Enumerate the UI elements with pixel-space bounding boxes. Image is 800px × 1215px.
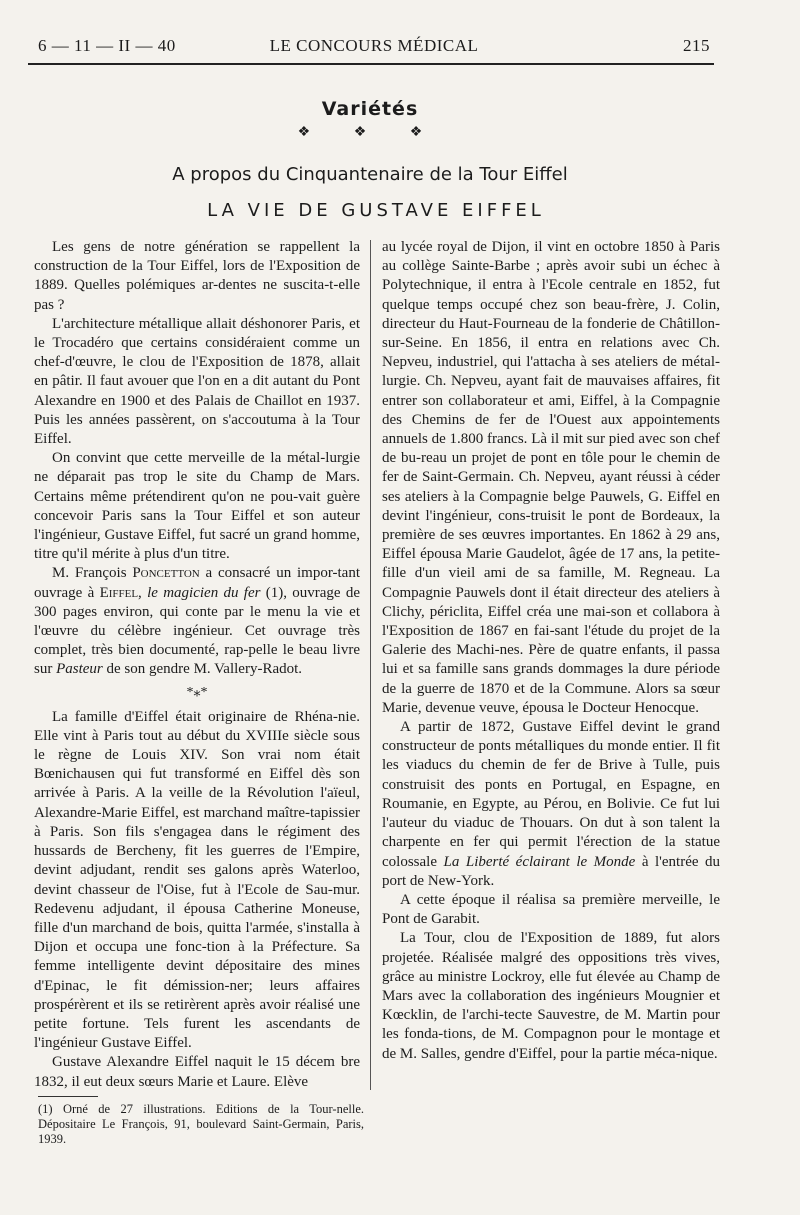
paragraph: La Tour, clou de l'Exposition de 1889, fut alors projetée. Réalisée malgré des oppositions très vives, grâce au ministre Lockroy, elle fut élevée au Champ de Mars avec la collaboration des ingénieurs Mougnier et Kœcklin, de l'archi-tecte Sauvestre, de M. Martin pour les fonda-tions, de M. Compagnon pour le montage et de M. Salles, gendre d'Eiffel, pour la partie méca-nique. [382, 930, 720, 1062]
subject-name: Eiffel, [99, 584, 142, 601]
article-title: A propos du Cinquantenaire de la Tour Eiffel [172, 164, 568, 185]
footnote-text: (1) Orné de 27 illustrations. Editions de la Tour-nelle. Dépositaire Le François, 91, boulevard Saint-Germain, Paris, 1939. [38, 1102, 364, 1146]
header-rule [28, 63, 714, 65]
asterism: *⁎* [186, 684, 208, 700]
issue-date: 6 — 11 — II — 40 [38, 36, 176, 55]
right-column [382, 238, 720, 1064]
text-run: a consacré un impor-tant ouvrage à [34, 565, 360, 601]
left-column [34, 238, 360, 1092]
paragraph: Les gens de notre génération se rappellent la construction de la Tour Eiffel, lors de l'Exposition de 1889. Quelles polémiques ar-dentes ne suscita-t-elle pas ? [34, 239, 360, 313]
paragraph: On convint que cette merveille de la métal-lurgie ne déparait pas trop le site du Champ de Mars. Certains même prétendirent qu'on ne pou-vait guère concevoir Paris sans la Tour Eiffel et son auteur l'ingénieur, Gustave Eiffel, fut sacré un grand homme, titre qu'il mérite à plus d'un titre. [34, 450, 360, 563]
book-title: le magicien du fer [147, 584, 261, 601]
journal-title: LE CONCOURS MÉDICAL [269, 36, 479, 55]
running-head [38, 36, 710, 58]
text-run: A partir de 1872, Gustave Eiffel devint le grand constructeur de ponts métalliques du monde entier. Il fit les viaducs du chemin de fer de Brive à Tulle, puis construisit des ponts en Portugal, en Espagne, en Roumanie, en Egypte, au Pérou, en Bolivie. Ce fut lui l'auteur du viaduc de Thouars. On dut à son talent la charpente en fer qui permit l'érection de la statue colossale [382, 719, 720, 870]
paragraph: au lycée royal de Dijon, il vint en octobre 1850 à Paris au collège Sainte-Barbe ; après avoir subi un échec à Polytechnique, il entra à l'Ecole centrale en 1852, fut quelque temps occupé chez son beau-frère, J. Colin, directeur du Haut-Fourneau de la fonderie de Châtillon-sur-Seine. En 1856, il entra en relations avec Ch. Nepveu, industriel, qui l'attacha à ses ateliers de métal-lurgie. Ch. Nepveu, ayant fait de mauvaises affaires, fit entrer son collaborateur et ami, Eiffel, à la Compagnie des Chemins de fer de l'Ouest aux appointements annuels de 1.800 francs. Là il mit sur pied avec son chef de bu-reau un projet de pont en tôle pour le chemin de fer de Saint-Germain. Ch. Nepveu, ayant réussi à céder ses ateliers à la Compagnie belge Pauwels, G. Eiffel en devint l'ingénieur, cons-truisit le pont de Bordeaux, la première de ses œuvres importantes. En 1862 à 29 ans, Eiffel épousa Marie Gaudelot, âgée de 17 ans, la petite-fille d'un vieil ami de sa famille, M. Regneau. La Compagnie Pauwels dont il était directeur des ateliers à Clichy, périclita, Eiffel créa une mai-son et collabora à l'Exposition de 1867 en fai-sant l'étude du projet de la Galerie des Machi-nes. Père de quatre enfants, il passa lui et sa famille sans grands dommages la dure période de la guerre de 1870 et de la Commune. Alors sa sœur Marie, devenue veuve, épousa le Docteur Henocque. [382, 239, 720, 716]
paragraph: L'architecture métallique allait déshonorer Paris, et le Trocadéro que certains considéraient comme un chef-d'œuvre, le clou de l'Exposition de 1878, allait en pâtir. Il faut avouer que l'on en a dit autant du Pont Alexandre en 1900 et des Palais de Chaillot en 1937. Puis les années passèrent, on s'accoutuma à la Tour Eiffel. [34, 315, 360, 448]
page-number: 215 [683, 36, 710, 55]
article-subtitle: LA VIE DE GUSTAVE EIFFEL [207, 200, 545, 221]
paragraph: Gustave Alexandre Eiffel naquit le 15 décem bre 1832, il eut deux sœurs Marie et Laure. Elève [34, 1054, 360, 1090]
paragraph: La famille d'Eiffel était originaire de Rhéna-nie. Elle vint à Paris tout au début du XVIIIe siècle sous le règne de Louis XIV. Son vrai nom était Bœnichausen qui fut transformé en Eiffel dès son arrivée à Paris. A la veille de la Révolution l'aïeul, Alexandre-Marie Eiffel, est marchand maître-tapissier à Paris. Son fils s'engagea dans le régiment des hussards de Bercheny, fit les guerres de l'Empire, devint adjudant, rendit ses galons après Waterloo, devint chasseur de l'Oise, fut à l'Ecole de Sau-mur. Redevenu adjudant, il épousa Catherine Moneuse, fille d'un marchand de bois, quitta l'armée, s'installa à Dijon et occupa une fonc-tion à la Préfecture. Sa femme intelligente devint dépositaire des mines d'Epinac, le fit démission-ner; leurs affaires prospérèrent et ils se retirèrent après avoir réalisé une petite fortune. Tels furent les ascendants de l'ingénieur Gustave Eiffel. [34, 708, 360, 1052]
text-run: à l'entrée du port de New-York. [382, 853, 721, 889]
paragraph [34, 564, 360, 679]
text-run: M. François [52, 565, 127, 582]
text-run: de son gendre M. Vallery-Radot. [106, 661, 303, 678]
column-divider [370, 240, 371, 1090]
statue-title: La Liberté éclairant le Monde [443, 853, 636, 870]
author-name: Poncetton [132, 565, 200, 582]
section-title: Variétés [321, 98, 419, 120]
footnote-rule [38, 1096, 98, 1097]
paragraph [382, 718, 720, 891]
book-title: Pasteur [56, 661, 103, 678]
text-run: (1), ouvrage de 300 pages environ, qui conte par le menu la vie et l'œuvre du célèbre ingénieur. Cet ouvrage très complet, très bien documenté, rap-pelle le beau livre sur [34, 584, 361, 678]
paragraph: A cette époque il réalisa sa première merveille, le Pont de Garabit. [382, 891, 720, 928]
ornament-divider: ❖ ❖ ❖ [297, 125, 443, 140]
footnote [38, 1102, 364, 1147]
